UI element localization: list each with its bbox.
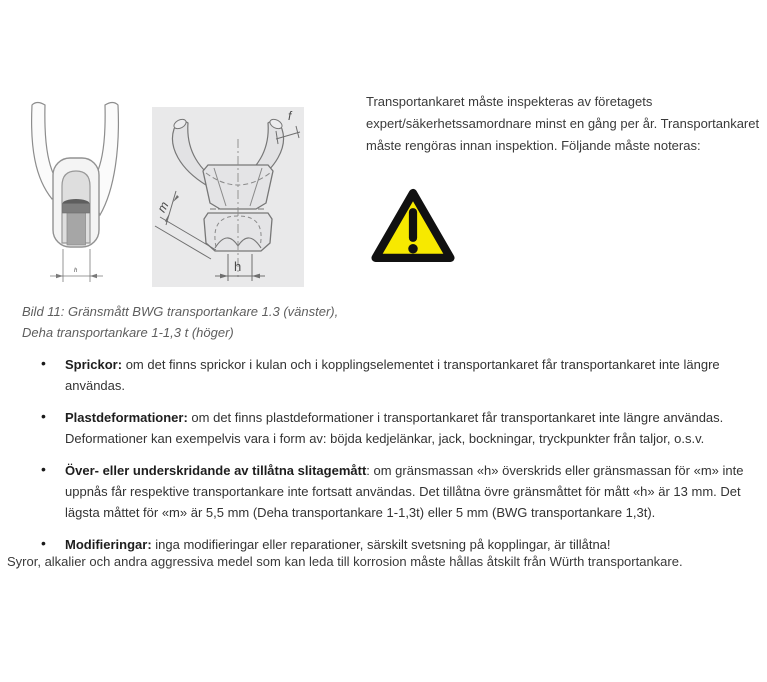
warning-triangle-icon xyxy=(371,186,455,264)
bullet-lead: Sprickor: xyxy=(65,357,123,372)
bullet-lead: Modifieringar: xyxy=(65,537,152,552)
figure-caption xyxy=(22,301,442,343)
bullet-marker: • xyxy=(41,355,46,371)
dimension-m-label: m xyxy=(154,199,172,215)
corrosion-warning-paragraph: Syror, alkalier och andra aggressiva medel som kan leda till korrosion måste hållas åtskilt från Würth transportankare. xyxy=(7,554,683,569)
bullet-text: om det finns plastdeformationer i transportankaret får transportankaret inte längre användas. Deformationer kan exempelvis vara i form av: böjda kedjelänkar, jack, bockningar, tryckpunkter från taljor, o.s.v. xyxy=(65,410,724,446)
dimension-f-label: f xyxy=(288,109,292,123)
bullet-text: : om gränsmassan «h» överskrids eller gränsmassan för «m» inte uppnås får respektive transportankare inte fortsatt användas. Det tillåtna övre gränsmåttet för mått «h» är 13 mm. Det lägsta måttet för «m» är 5,5 mm (Deha transportankare 1-1,3t) eller 5 mm (BWG transportankare 1,3t). xyxy=(65,463,744,520)
dimension-h-label: h xyxy=(234,259,242,274)
list-item xyxy=(40,460,752,523)
bullet-lead: Över- eller underskridande av tillåtna slitagemått xyxy=(65,463,367,478)
figure-bwg-anchor-drawing xyxy=(22,97,122,292)
warning-sign xyxy=(371,186,455,264)
dimension-label: h xyxy=(74,268,78,274)
bwg-anchor-illustration xyxy=(22,97,122,292)
bullet-text: inga modifieringar eller reparationer, särskilt svetsning på kopplingar, är tillåtna! xyxy=(151,537,611,552)
caption-line-2: Deha transportankare 1-1,3 t (höger) xyxy=(22,325,234,340)
bullet-text: om det finns sprickor i kulan och i kopplingselementet i transportankaret får transportankaret inte längre användas. xyxy=(65,357,720,393)
bullet-marker: • xyxy=(41,535,46,551)
exclamation-dot xyxy=(408,244,417,253)
anchor-head xyxy=(63,204,90,214)
caption-line-1: Bild 11: Gränsmått BWG transportankare 1.3 (vänster), xyxy=(22,304,339,319)
deha-anchor-illustration xyxy=(152,107,304,287)
anchor-stem xyxy=(67,209,86,245)
bullet-lead: Plastdeformationer: xyxy=(65,410,188,425)
dimension-extension-lines xyxy=(63,249,90,282)
intro-paragraph: Transportankaret måste inspekteras av företagets expert/säkerhetssamordnare minst en gång per år. Transportankaret måste rengöras innan inspektion. Följande måste noteras: xyxy=(366,94,760,153)
figure-deha-anchor-drawing xyxy=(152,107,304,287)
list-item xyxy=(40,354,752,396)
inspection-bullet-list xyxy=(40,354,752,566)
bullet-marker: • xyxy=(41,408,46,424)
list-item xyxy=(40,407,752,449)
bullet-marker: • xyxy=(41,461,46,477)
